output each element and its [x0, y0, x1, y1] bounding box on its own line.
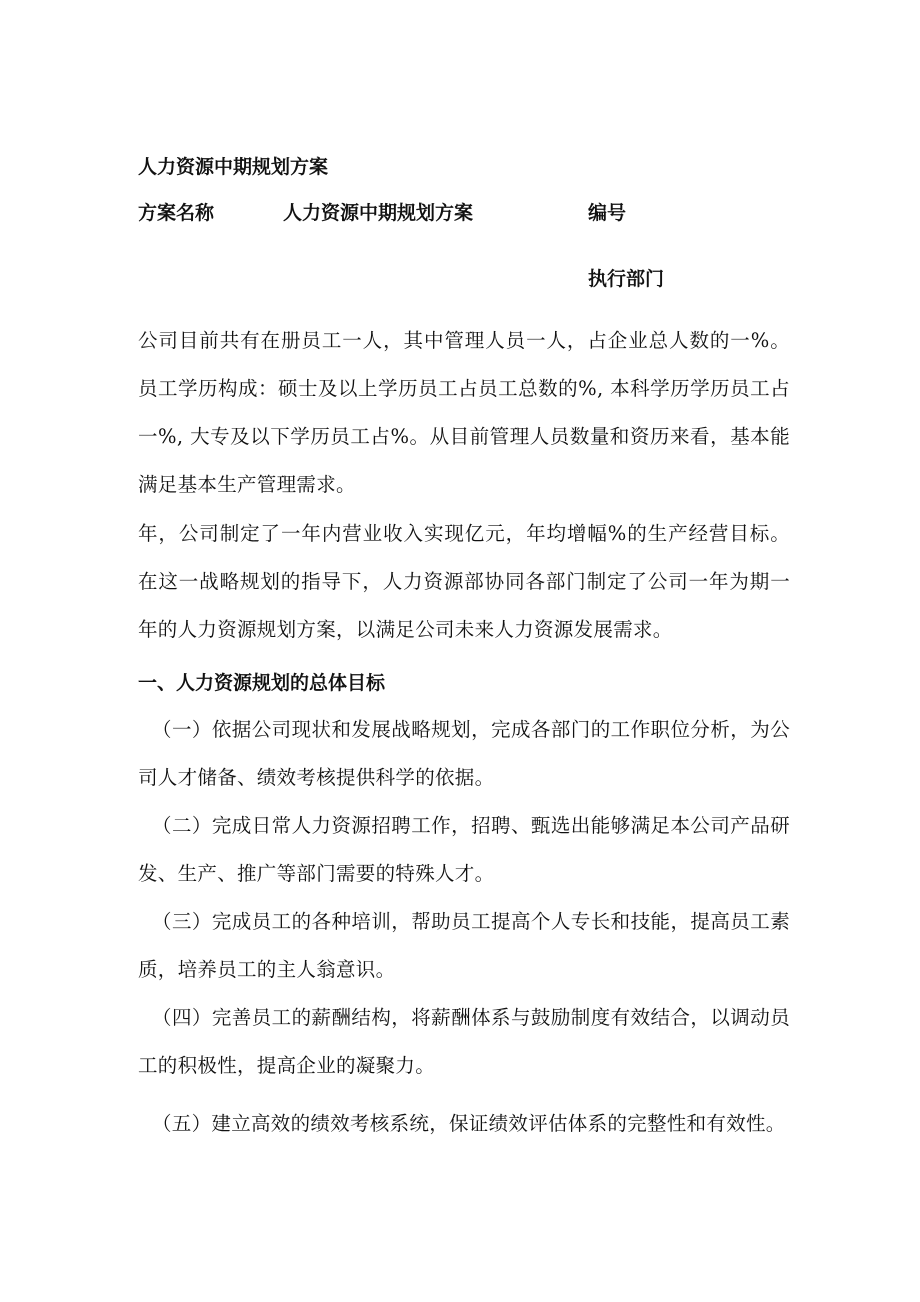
plan-name-value: 人力资源中期规划方案 [283, 202, 474, 224]
goal-paragraph: 年，公司制定了一年内营业收入实现亿元，年均增幅%的生产经营目标。在这一战略规划的指导下，人力资源部协同各部门制定了公司一年为期一年的人力资源规划方案，以满足公司未来人力资源发展需求。 [138, 522, 790, 641]
executing-department-label: 执行部门 [588, 268, 665, 290]
section-heading: 一、人力资源规划的总体目标 [138, 672, 386, 694]
list-item: （三）完成员工的各种培训，帮助员工提高个人专长和技能，提高员工素质，培养员工的主人翁意识。 [138, 910, 790, 981]
list-item: （二）完成日常人力资源招聘工作，招聘、甄选出能够满足本公司产品研发、生产、推广等部门需要的特殊人才。 [138, 814, 790, 885]
plan-name-label: 方案名称 [138, 202, 215, 224]
list-item: （五）建立高效的绩效考核系统，保证绩效评估体系的完整性和有效性。 [152, 1112, 786, 1135]
list-item: （四）完善员工的薪酬结构，将薪酬体系与鼓励制度有效结合，以调动员工的积极性，提高企业的凝聚力。 [138, 1006, 790, 1077]
plan-number-label: 编号 [588, 202, 627, 224]
document-title: 人力资源中期规划方案 [138, 156, 329, 178]
list-item: （一）依据公司现状和发展战略规划，完成各部门的工作职位分析，为公司人才储备、绩效考核提供科学的依据。 [138, 718, 790, 789]
intro-paragraph: 公司目前共有在册员工一人，其中管理人员一人，占企业总人数的一%。员工学历构成：硕士及以上学历员工占员工总数的%, 本科学历学历员工占一%, 大专及以下学历员工占%。从目前管理人员数量和资历来看，基本能满足基本生产管理需求。 [138, 329, 790, 496]
